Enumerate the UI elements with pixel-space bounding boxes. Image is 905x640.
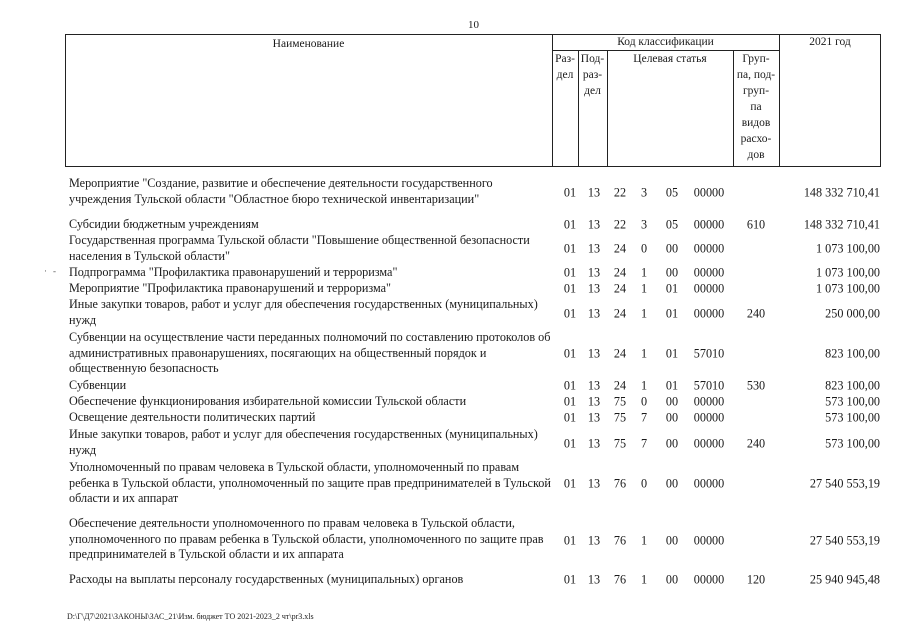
footer-file-path: D:\Г\Д7\2021\ЗАКОНЫ\ЗАС_21\Изм. бюджет ТО 2021-2023_2 чт\pr3.xls	[67, 612, 314, 621]
table-row: Подпрограмма "Профилактика правонарушений и терроризма" 01 13 24 1 00 00000 1 073 100,00	[69, 265, 880, 280]
table-row: Субвенции на осуществление части переданных полномочий по составлению протоколов об административных правонарушениях, посягающих на общественный порядок и общественную безопасность 01 13 24 1 01 57010 823 100,00	[69, 330, 880, 375]
row-name: Иные закупки товаров, работ и услуг для обеспечения государственных (муниципальных) нужд	[69, 297, 538, 327]
row-name: Государственная программа Тульской области "Повышение общественной безопасности населения в Тульской области"	[69, 233, 530, 263]
row-sum: 25 940 945,48	[809, 572, 880, 587]
header-code-group: Код классификации	[617, 36, 714, 48]
row-name: Субсидии бюджетным учреждениям	[69, 217, 259, 231]
page-number: 10	[468, 19, 479, 31]
row-name: Расходы на выплаты персоналу государственных (муниципальных) органов	[69, 572, 464, 586]
table-row: Иные закупки товаров, работ и услуг для обеспечения государственных (муниципальных) нужд 01 13 24 1 01 00000 240 250 000,00	[69, 297, 880, 327]
table-row: Мероприятие "Профилактика правонарушений и терроризма" 01 13 24 1 01 00000 1 073 100,00	[69, 281, 880, 296]
row-name: Подпрограмма "Профилактика правонарушений и терроризма"	[69, 265, 398, 279]
table-row: Субсидии бюджетным учреждениям 01 13 22 3 05 00000 610 148 332 710,41	[69, 217, 880, 232]
table-row: Уполномоченный по правам человека в Тульской области, уполномоченный по правам ребенка в Тульской области, уполномоченный по защите прав предпринимателей в Тульской области и их аппарат 01 13 76 0 00 00000 27 540 553,19	[69, 460, 880, 505]
row-name: Мероприятие "Профилактика правонарушений и терроризма"	[69, 281, 392, 295]
row-name: Мероприятие "Создание, развитие и обеспечение деятельности государственного учреждения Тульской области "Областное бюро технической инвентаризации"	[69, 176, 493, 206]
row-sum: 573 100,00	[825, 410, 880, 425]
row-name: Иные закупки товаров, работ и услуг для обеспечения государственных (муниципальных) нужд	[69, 427, 538, 457]
header-razdel: Раз- дел	[555, 53, 575, 81]
row-sum: 148 332 710,41	[803, 185, 880, 199]
row-sum: 27 540 553,19	[809, 476, 880, 491]
table-row: Обеспечение деятельности уполномоченного по правам человека в Тульской области, уполномоченного по правам ребенка в Тульской области, уполномоченного по защите прав предпринимателей в Тульской области и их аппарата 01 13 76 1 00 00000 27 540 553,19	[69, 516, 880, 561]
table-row: Мероприятие "Создание, развитие и обеспечение деятельности государственного учреждения Тульской области "Областное бюро технической инвентаризации" 01 13 22 3 05 00000 148 332 710,41	[69, 176, 880, 206]
row-name: Обеспечение деятельности уполномоченного по правам человека в Тульской области, уполномоченного по правам ребенка в Тульской области, уполномоченного по защите прав предпринимателей в Тульской области и их аппарата	[69, 516, 544, 561]
row-name: Обеспечение функционирования избирательной комиссии Тульской области	[69, 394, 467, 408]
row-name: Субвенции	[69, 378, 127, 392]
header-target: Целевая статья	[633, 53, 707, 65]
table-row: Иные закупки товаров, работ и услуг для обеспечения государственных (муниципальных) нужд 01 13 75 7 00 00000 240 573 100,00	[69, 427, 880, 457]
row-sum: 148 332 710,41	[803, 217, 880, 232]
row-name: Субвенции на осуществление части переданных полномочий по составлению протоколов об административных правонарушениях, посягающих на общественный порядок и общественную безопасность	[69, 330, 551, 375]
table-row: Освещение деятельности политических партий 01 13 75 7 00 00000 573 100,00	[69, 410, 880, 425]
header-name: Наименование	[272, 38, 345, 50]
row-name: Освещение деятельности политических партий	[69, 410, 316, 424]
row-sum: 1 073 100,00	[816, 281, 880, 296]
row-sum: 250 000,00	[825, 306, 880, 320]
row-sum: 573 100,00	[825, 436, 880, 450]
row-sum: 573 100,00	[825, 394, 880, 409]
row-sum: 1 073 100,00	[816, 241, 880, 256]
table-row: Расходы на выплаты персоналу государственных (муниципальных) органов 01 13 76 1 00 00000 120 25 940 945,48	[69, 572, 880, 587]
table-row: Государственная программа Тульской области "Повышение общественной безопасности населения в Тульской области" 01 13 24 0 00 00000 1 073 100,00	[69, 233, 880, 263]
row-sum: 823 100,00	[825, 378, 880, 393]
row-sum: 1 073 100,00	[816, 265, 880, 280]
header-vid: Груп- па, под- груп- па видов расхо- дов	[736, 53, 776, 161]
header-year: 2021 год	[809, 36, 851, 48]
header-podrazdel: Под- раз- дел	[580, 53, 605, 97]
table-row: Обеспечение функционирования избирательной комиссии Тульской области 01 13 75 0 00 00000 573 100,00	[69, 394, 880, 409]
row-sum: 823 100,00	[825, 346, 880, 361]
table-row: Субвенции 01 13 24 1 01 57010 530 823 100,00	[69, 378, 880, 393]
row-name: Уполномоченный по правам человека в Тульской области, уполномоченный по правам ребенка в Тульской области, уполномоченный по защите прав предпринимателей в Тульской области и их аппарат	[69, 460, 551, 505]
scan-mark: · -	[44, 266, 56, 276]
row-sum: 27 540 553,19	[809, 533, 880, 548]
